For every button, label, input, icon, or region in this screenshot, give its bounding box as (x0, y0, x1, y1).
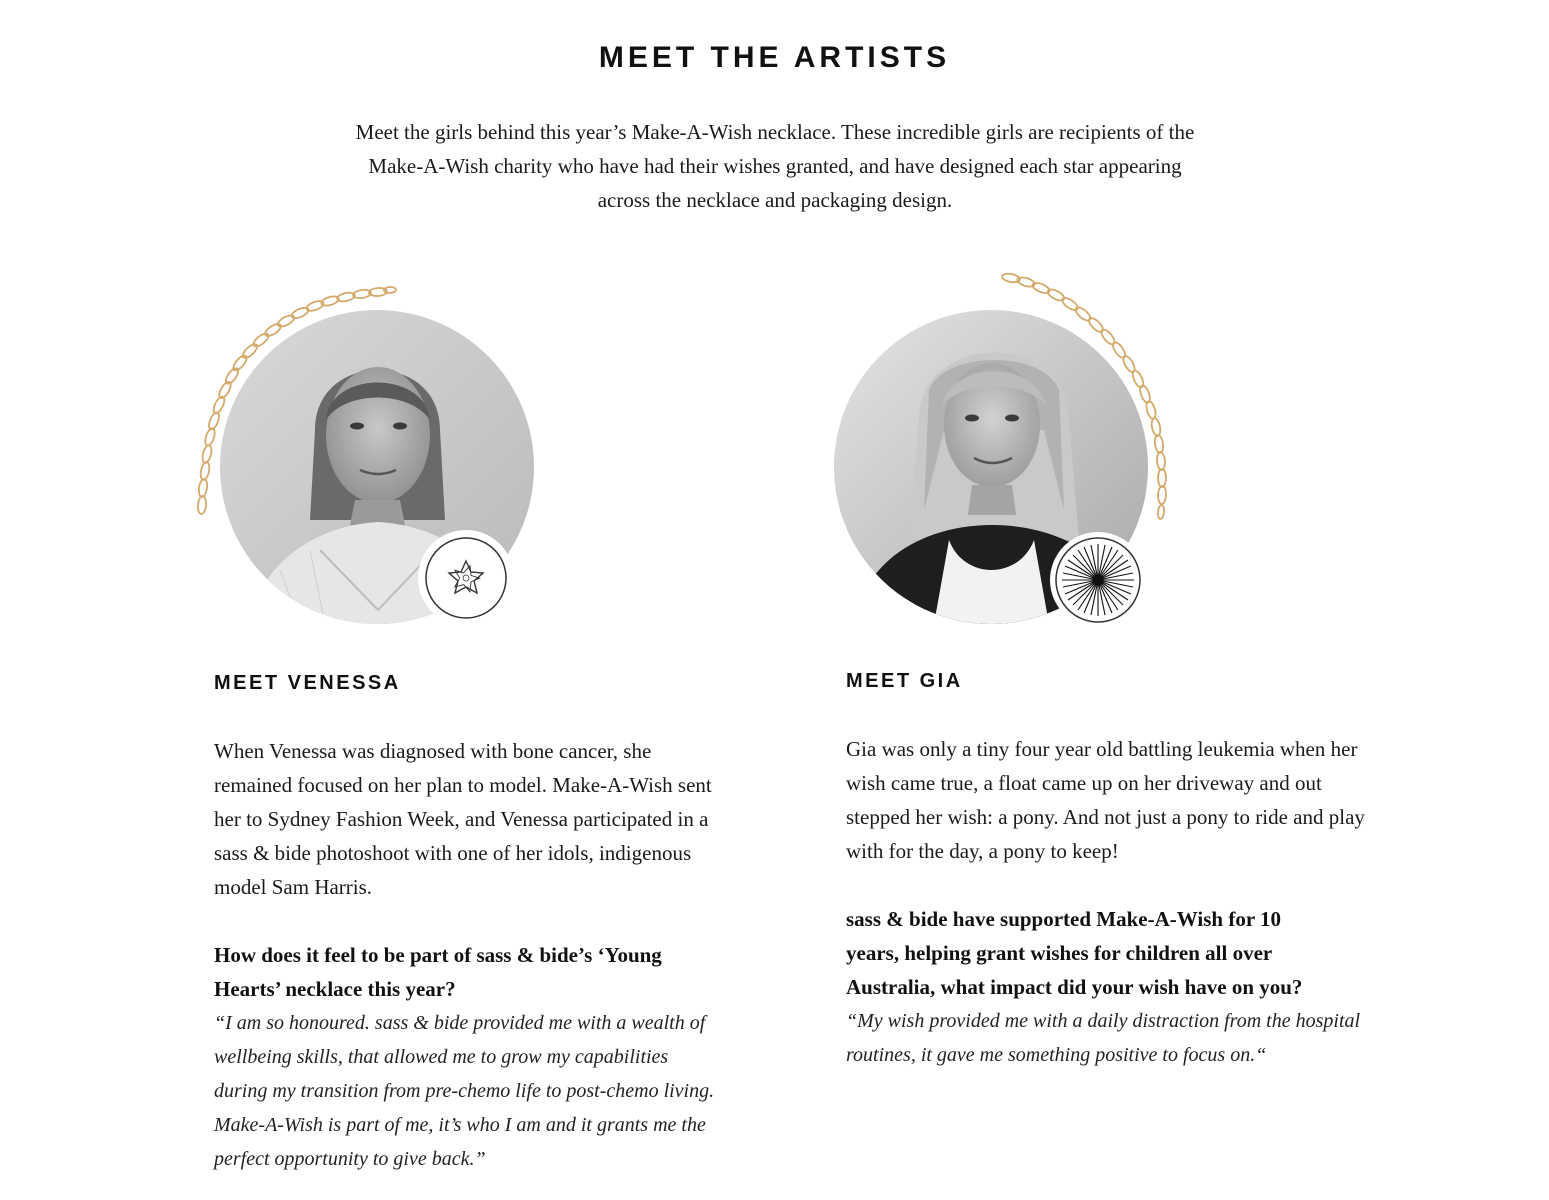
interview-question: How does it feel to be part of sass & bide’s ‘Young Hearts’ necklace this year? (214, 943, 662, 1001)
outlined-star-icon (418, 530, 514, 626)
page-title: MEET THE ARTISTS (598, 41, 951, 74)
intro-text: Meet the girls behind this year’s Make-A-Wish necklace. These incredible girls are recipients of the Make-A-Wish charity who have had their wishes granted, and have designed each star appearing across the necklace and packaging design. (355, 120, 1195, 212)
artist-story: Gia was only a tiny four year old battling leukemia when her wish came true, a float came up on her driveway and out stepped her wish: a pony. And not just a pony to ride and play with for the day, a pony to keep! (846, 737, 1365, 863)
artist-card-gia (828, 260, 1388, 1066)
portrait-group (828, 260, 1188, 640)
artist-heading: MEET GIA (846, 670, 963, 692)
artist-quote: “I am so honoured. sass & bide provided me with a wealth of wellbeing skills, that allowed me to grow my capabilities during my transition from pre-chemo life to post-chemo living. Make-A-Wish is part of me, it’s who I am and it grants me the perfect opportunity to give back.” (214, 1012, 715, 1170)
artist-heading: MEET VENESSA (214, 672, 401, 694)
artist-quote: “My wish provided me with a daily distraction from the hospital routines, it gave me something positive to focus on.“ (846, 1010, 1361, 1066)
portrait-group (196, 260, 556, 640)
artist-story: When Venessa was diagnosed with bone cancer, she remained focused on her plan to model. Make-A-Wish sent her to Sydney Fashion Week, and Venessa participated in a sass & bide photoshoot with one of her idols, indigenous model Sam Harris. (214, 739, 712, 899)
artist-card-venessa (196, 260, 756, 1170)
starburst-icon (1050, 532, 1146, 628)
interview-question: sass & bide have supported Make-A-Wish for 10 years, helping grant wishes for children all over Australia, what impact did your wish have on you? (846, 907, 1303, 999)
